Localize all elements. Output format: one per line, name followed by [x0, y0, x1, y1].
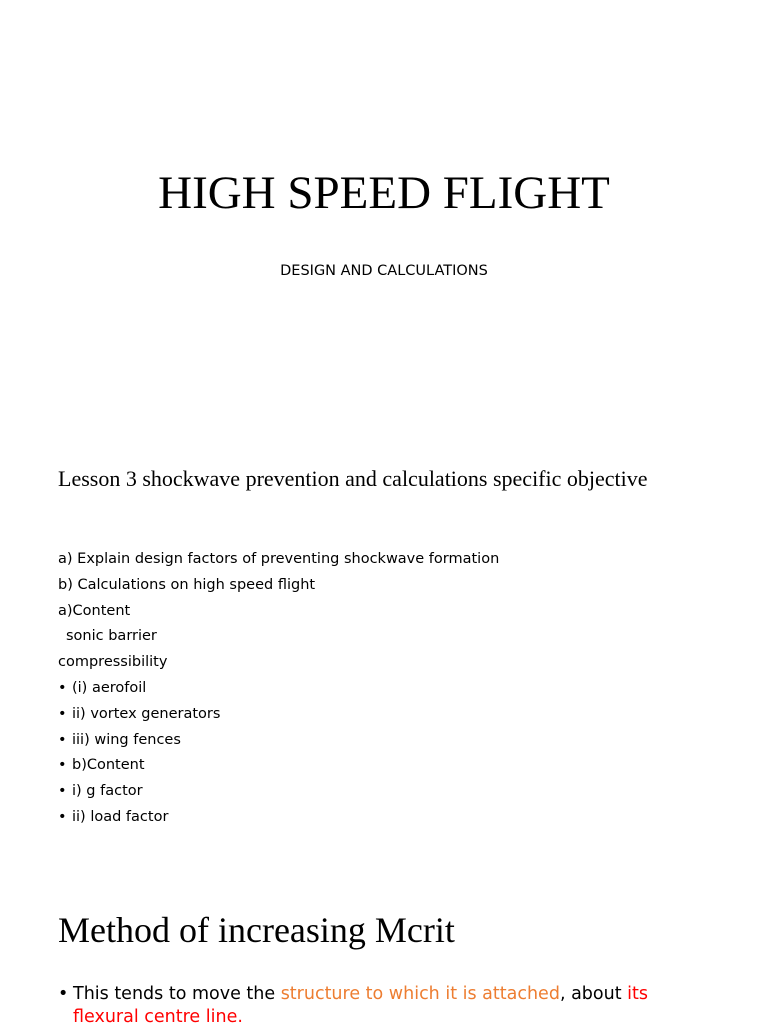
highlight-red: its flexural centre line. — [73, 984, 648, 1027]
highlight-orange: structure to which it is attached — [280, 984, 560, 1004]
method-bullet — [58, 983, 698, 1029]
method-heading: Method of increasing Mcrit — [58, 910, 455, 950]
content-line: compressibility — [58, 654, 168, 671]
content-line: sonic barrier — [66, 628, 157, 645]
bullet-item: • i) g factor — [58, 779, 678, 805]
objective-line: a) Explain design factors of preventing shockwave formation — [58, 551, 500, 567]
method-text: , about — [559, 984, 628, 1004]
method-text: This tends to move the — [73, 984, 281, 1004]
slide-title: HIGH SPEED FLIGHT — [158, 167, 610, 219]
content-label: a)Content — [58, 602, 131, 619]
lesson-heading: Lesson 3 shockwave prevention and calculations specific objective — [58, 466, 648, 491]
bullet-item: • b)Content — [58, 753, 678, 779]
bullet-item: • (i) aerofoil — [58, 676, 678, 702]
bullet-item: • iii) wing fences — [58, 728, 678, 754]
slide-subtitle: DESIGN AND CALCULATIONS — [280, 263, 488, 279]
objectives-list — [58, 547, 678, 831]
bullet-item: • ii) vortex generators — [58, 702, 678, 728]
method-body — [58, 983, 698, 1029]
bullet-item: • ii) load factor — [58, 805, 678, 831]
objective-line: b) Calculations on high speed flight — [58, 576, 316, 593]
